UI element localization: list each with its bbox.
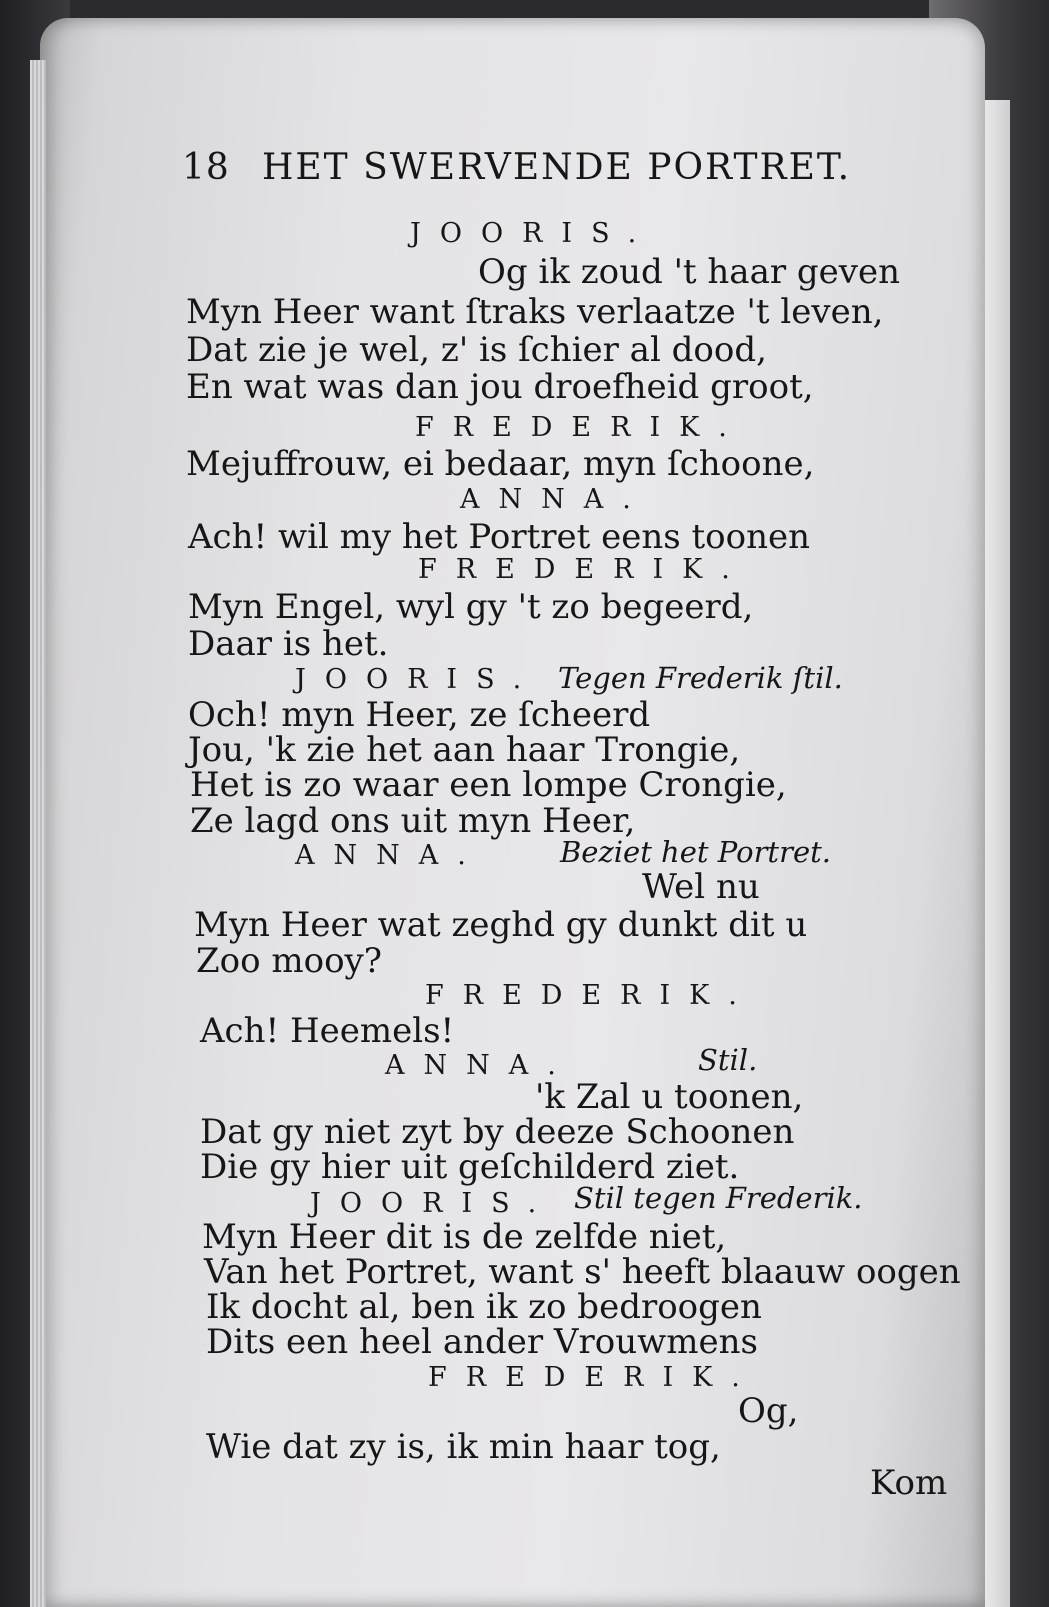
- verse-line: Myn Heer wat zeghd gy dunkt dit u: [194, 905, 808, 945]
- verse-line: Myn Heer want ſtraks verlaatze 't leven,: [186, 292, 884, 332]
- verse-line: Och! myn Heer, ze ſcheerd: [188, 695, 651, 735]
- verse-line: Ze lagd ons uit myn Heer,: [190, 801, 636, 841]
- verse-line: Og ik zoud 't haar geven: [478, 252, 901, 292]
- verse-line: Ik docht al, ben ik zo bedroogen: [206, 1287, 762, 1327]
- verse-line: Dat gy niet zyt by deeze Schoonen: [200, 1112, 795, 1152]
- stage-direction: Stil.: [698, 1043, 758, 1077]
- verse-line: Dat zie je wel, z' is ſchier al dood,: [186, 330, 767, 370]
- verse-line: Het is zo waar een lompe Crongie,: [190, 765, 787, 805]
- verse-line: Myn Heer dit is de zelfde niet,: [202, 1217, 727, 1257]
- verse-line: Mejuffrouw, ei bedaar, myn ſchoone,: [186, 444, 815, 484]
- speaker-label: ANNA.: [460, 484, 650, 515]
- verse-line: Wie dat zy is, ik min haar tog,: [206, 1427, 721, 1467]
- verse-line: Van het Portret, want s' heeft blaauw oogen: [204, 1252, 961, 1292]
- stage-direction: Stil tegen Frederik.: [574, 1181, 863, 1215]
- verse-line: Die gy hier uit geſchilderd ziet.: [200, 1147, 740, 1187]
- page-stack-edge: [30, 60, 46, 1607]
- speaker-label: FREDERIK.: [418, 554, 749, 585]
- verse-line: Wel nu: [642, 867, 760, 907]
- speaker-label: ANNA.: [295, 840, 485, 871]
- verse-line: Ach! wil my het Portret eens toonen: [188, 517, 811, 557]
- speaker-label: JOORIS.: [310, 1188, 556, 1219]
- running-title: HET SWERVENDE PORTRET.: [262, 147, 852, 188]
- speaker-label: JOORIS.: [410, 218, 656, 249]
- verse-line: Myn Engel, wyl gy 't zo begeerd,: [188, 587, 754, 627]
- verse-line: Dits een heel ander Vrouwmens: [206, 1322, 758, 1362]
- speaker-label: ANNA.: [385, 1050, 575, 1081]
- speaker-label: FREDERIK.: [425, 980, 756, 1011]
- speaker-label: JOORIS.: [295, 664, 541, 695]
- verse-line: En wat was dan jou droefheid groot,: [186, 367, 814, 407]
- speaker-label: FREDERIK.: [415, 412, 746, 443]
- page-number: 18: [182, 147, 230, 188]
- speaker-label: FREDERIK.: [428, 1362, 759, 1393]
- catchword: Kom: [870, 1463, 948, 1503]
- verse-line: Jou, 'k zie het aan haar Trongie,: [188, 730, 741, 770]
- verse-line: Og,: [738, 1391, 799, 1431]
- verse-line: Ach! Heemels!: [200, 1011, 455, 1051]
- verse-line: 'k Zal u toonen,: [535, 1077, 804, 1117]
- verse-line: Zoo mooy?: [196, 941, 382, 981]
- stage-direction: Tegen Frederik ſtil.: [558, 661, 843, 695]
- stage-direction: Beziet het Portret.: [560, 835, 831, 869]
- verse-line: Daar is het.: [188, 624, 389, 664]
